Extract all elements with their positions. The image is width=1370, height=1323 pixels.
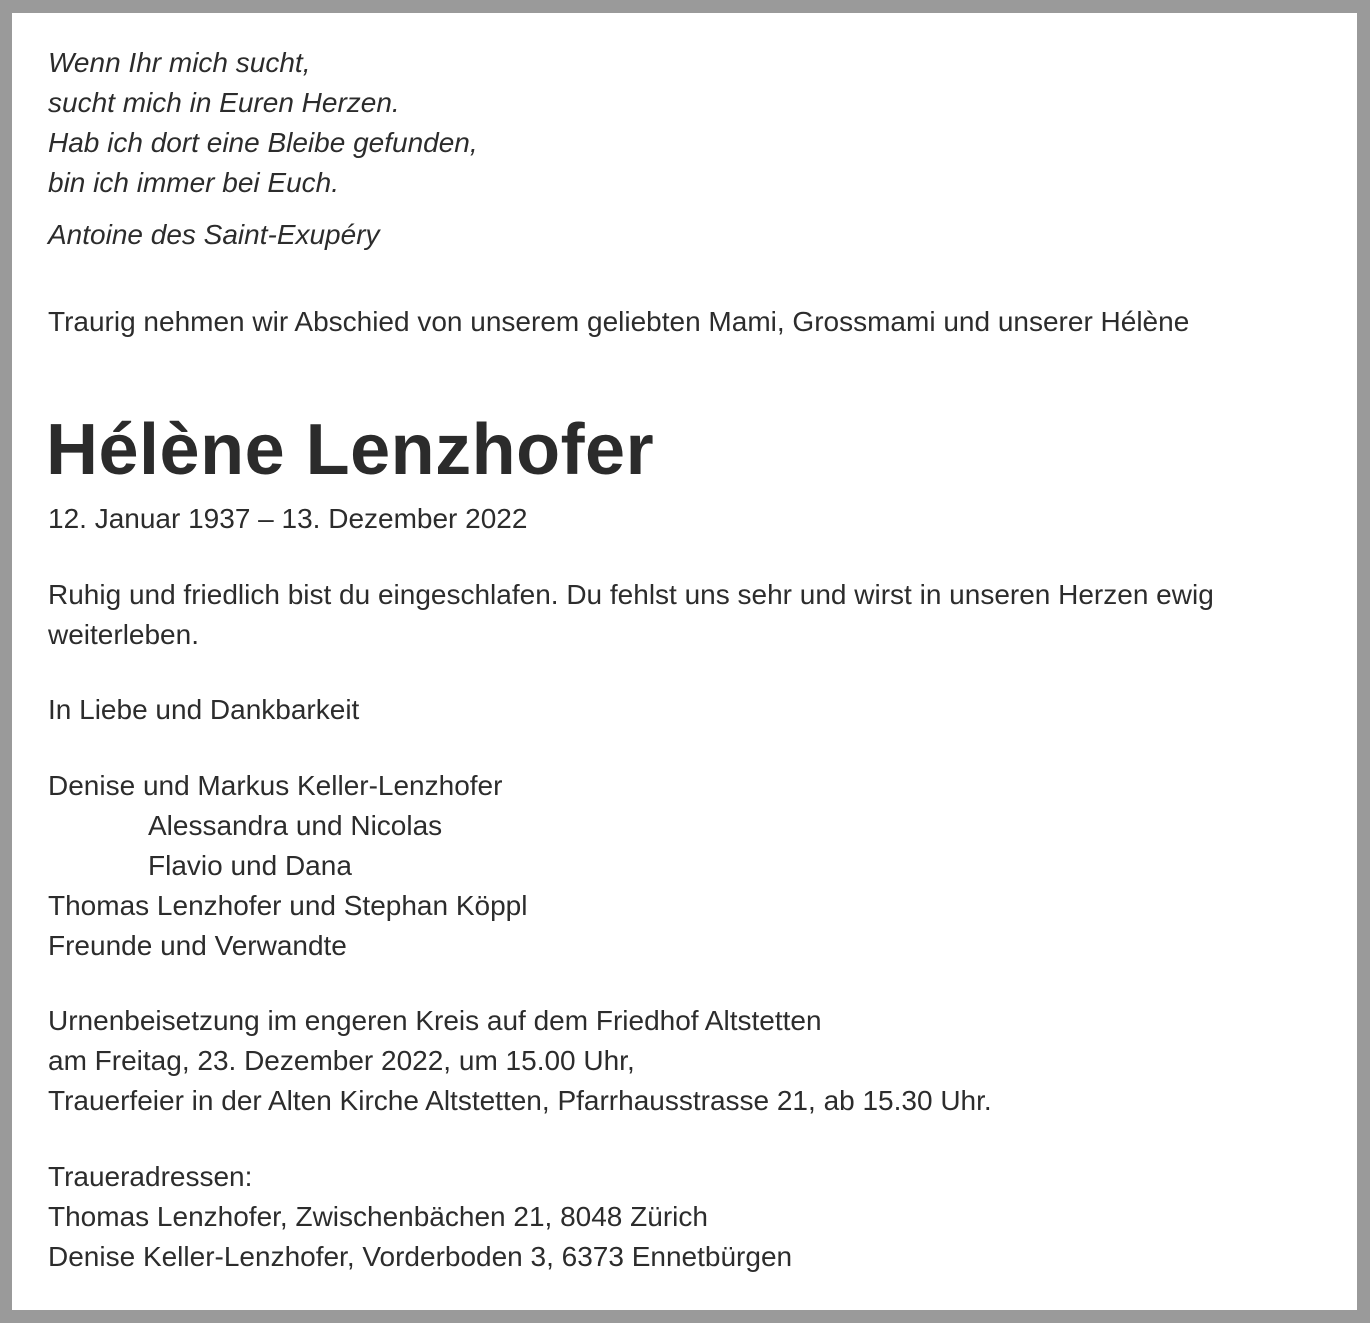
deceased-name: Hélène Lenzhofer — [46, 410, 655, 490]
ceremony-line: am Freitag, 23. Dezember 2022, um 15.00 Uhr, — [48, 1045, 635, 1076]
poem-line: bin ich immer bei Euch. — [48, 167, 340, 198]
mourner-line: Alessandra und Nicolas — [148, 810, 443, 841]
mourner-line: Freunde und Verwandte — [48, 930, 347, 961]
address-line: Thomas Lenzhofer, Zwischenbächen 21, 8048 Zürich — [48, 1201, 708, 1232]
poem-line: sucht mich in Euren Herzen. — [48, 87, 400, 118]
obituary-notice — [12, 13, 1357, 1310]
message-line: Ruhig und friedlich bist du eingeschlafen. Du fehlst uns sehr und wirst in unseren Herzen ewig — [48, 579, 1214, 610]
address-line: Denise Keller-Lenzhofer, Vorderboden 3, 6373 Ennetbürgen — [48, 1241, 793, 1272]
life-dates: 12. Januar 1937 – 13. Dezember 2022 — [48, 503, 528, 534]
closing-text: In Liebe und Dankbarkeit — [48, 694, 360, 725]
message-line: weiterleben. — [48, 619, 199, 650]
poem-line: Hab ich dort eine Bleibe gefunden, — [48, 127, 478, 158]
poem-line: Wenn Ihr mich sucht, — [48, 47, 311, 78]
ceremony-line: Trauerfeier in der Alten Kirche Altstetten, Pfarrhausstrasse 21, ab 15.30 Uhr. — [48, 1085, 992, 1116]
ceremony-line: Urnenbeisetzung im engeren Kreis auf dem Friedhof Altstetten — [48, 1005, 822, 1036]
intro-text: Traurig nehmen wir Abschied von unserem geliebten Mami, Grossmami und unserer Hélène — [48, 306, 1190, 337]
poem-author: Antoine des Saint-Exupéry — [48, 219, 380, 250]
mourner-line: Thomas Lenzhofer und Stephan Köppl — [48, 890, 528, 921]
mourner-line: Flavio und Dana — [148, 850, 352, 881]
mourner-line: Denise und Markus Keller-Lenzhofer — [48, 770, 503, 801]
addresses-heading: Traueradressen: — [48, 1161, 253, 1192]
